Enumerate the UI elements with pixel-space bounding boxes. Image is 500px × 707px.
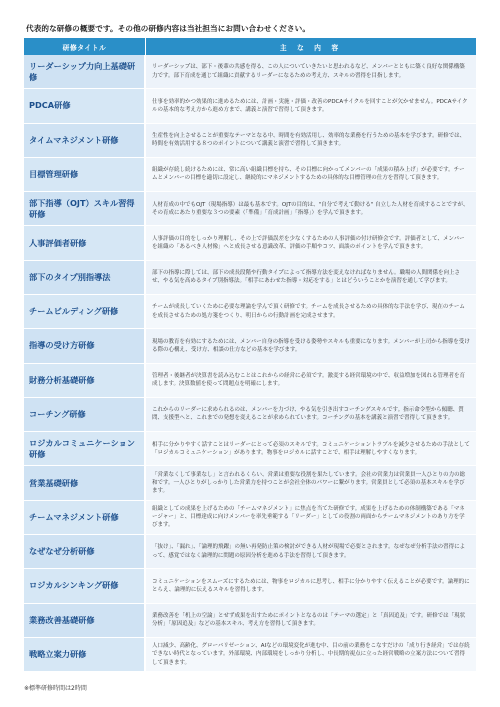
table-row [24, 604, 476, 638]
training-title: ロジカルコミュニケーション研修 [24, 432, 146, 465]
training-description: 現場の教育を有効にするためには、メンバー自身の指導を受ける姿勢やスキルも重要になります。メンバーが上司から指導を受ける際の心構え、受け方、相談の仕方などの基本を学びます。 [146, 329, 476, 362]
training-title: 目標管理研修 [24, 158, 146, 191]
training-description: コミュニケーションをスムーズにするためには、物事をロジカルに思考し、相手に分かりやすく伝えることが必要です。論理的にとらえ、論理的に伝えるスキルを習得します。 [146, 569, 476, 602]
training-description: チームが成長していくために必要な理論を学んで頂く研修です。チームを成長させるための具体的な手法を学び、現在のチームを成長させるための処方箋をつくり、明日からの行動計画を完成させます。 [146, 295, 476, 328]
table-row [24, 364, 476, 398]
training-description: 組織が存続し続けるためには、常に高い組織目標を持ち、その目標に向かってメンバーの「成果の積み上げ」が必要です。チームとメンバーの目標を適切に設定し、継続的にマネジメントするための具体的な目標管理の仕方を習得して頂きます。 [146, 158, 476, 191]
training-description: 「営業なくして事業なし」と言われるくらい、営業は重要な役割を果たしています。会社の営業力は営業員一人ひとりの力の総和です。一人ひとりがしっかりした営業力を持つことが会社全体のパワーに繋がります。営業員として必須の基本スキルを学びます。 [146, 466, 476, 499]
table-row [24, 535, 476, 569]
header-content-column: 主 な 内 容 [279, 43, 343, 52]
intro-text: 代表的な研修の概要です。その他の研修内容は当社担当にお問い合わせください。 [26, 24, 311, 33]
training-description: 「抜け」、「漏れ」、「論理的飛躍」の無い再発防止策の検討ができる人材が現場で必要とされます。なぜなぜ分析手法の習得によって、感覚ではなく論理的に問題の原因分析を進める手法を習得して頂きます。 [146, 535, 476, 568]
table-row [24, 569, 476, 603]
table-row [24, 89, 476, 123]
training-title: 営業基礎研修 [24, 466, 146, 499]
table-row [24, 158, 476, 192]
table-row [24, 329, 476, 363]
training-title: ロジカルシンキング研修 [24, 569, 146, 602]
training-title: チームビルディング研修 [24, 295, 146, 328]
table-row [24, 398, 476, 432]
training-description: 仕事を効率的かつ効果的に進めるためには、計画・実施・評価・改善のPDCAサイクルを回すことが欠かせません。PDCAサイクルの基本的な考え方から進め方まで、講義と演習で習得して頂きます。 [146, 89, 476, 122]
training-title: 業務改善基礎研修 [24, 604, 146, 637]
training-title: 戦略立案力研修 [24, 638, 146, 671]
training-title: 財務分析基礎研修 [24, 364, 146, 397]
training-description: 人材育成の中でもOJT（現場指導）は最も基本です。OJTの目的は、"自分で考えて動ける" 自立した人材を育成することですが、その育成にあたり重要な３つの要素（「準備」「育成計画」「指導」）を学んで頂きます。 [146, 192, 476, 225]
training-table [24, 38, 476, 672]
training-title: リーダーシップ力向上基礎研修 [24, 55, 146, 88]
training-title: チームマネジメント研修 [24, 501, 146, 534]
table-row [24, 466, 476, 500]
table-body [24, 55, 476, 672]
table-row [24, 124, 476, 158]
table-row [24, 638, 476, 672]
training-description: リーダーシップは、部下・後輩の共感を得る、この人についていきたいと思われるなど、メンバーとともに築く良好な関係構築力です。部下育成を通じて組織に貢献するリーダーになるための考え方、スキルの習得を目指します。 [146, 55, 476, 88]
training-description: 業務改善を「机上の空論」とせず成果を出すためにポイントとなるのは「テーマの選定」と「真因追及」です。研修では「現状分析」「原因追及」などの基本スキル、考え方を習得して頂きます。 [146, 604, 476, 637]
training-description: 組織としての成果を上げるための「チームマネジメント」に焦点を当てた研修です。成果を上げるための体制構築である「マネージャー」と、目標達成に向けメンバーを率先垂範する「リーダー」としての役割の両面からチームマネジメントのあり方を学びます。 [146, 501, 476, 534]
training-description: 管理者・後継者が決算書を読み込むことはこれからの経営に必須です。激変する経営環境の中で、収益増加を図れる管理者を育成します。決算数値を使って問題点を明確にします。 [146, 364, 476, 397]
header-title-column: 研修タイトル [24, 38, 146, 55]
training-description: 人口減少、高齢化、グローバリゼーション、AIなどの環境変化が進む中、目の前の業務をこなすだけの「成り行き経営」では存続できない時代となっています。外部環境、内部環境をしっかり分析し、中長期的視点に立った経営戦略の立案方法について習得して頂きます。 [146, 638, 476, 671]
training-title: 部下のタイプ別指導法 [24, 261, 146, 294]
training-title: PDCA研修 [24, 89, 146, 122]
table-row [24, 295, 476, 329]
training-title: 部下指導（OJT）スキル習得研修 [24, 192, 146, 225]
training-description: 相手に分かりやすく話すことはリーダーにとって必須のスキルです。コミュニケーショントラブルを減少させるための手法として「ロジカルコミュニケーション」があります。物事をロジカルに話すことで、相手は理解しやすくなります。 [146, 432, 476, 465]
training-title: 指導の受け方研修 [24, 329, 146, 362]
table-row [24, 226, 476, 260]
table-row [24, 432, 476, 466]
table-row [24, 55, 476, 89]
training-title: なぜなぜ分析研修 [24, 535, 146, 568]
table-row [24, 501, 476, 535]
training-title: 人事評価者研修 [24, 226, 146, 259]
training-description: 生産性を向上させることが重要なテーマとなる中、時間を有効活用し、効率的な業務を行うための基本を学びます。研修では、時間を有効活用する８つのポイントについて講義と演習で習得して頂きます。 [146, 124, 476, 157]
table-row [24, 192, 476, 226]
table-header [24, 38, 476, 55]
table-row [24, 261, 476, 295]
training-title: タイムマネジメント研修 [24, 124, 146, 157]
training-title: コーチング研修 [24, 398, 146, 431]
training-description: 人事評価の目的をしっかり理解し、その上で評価誤差を少なくするための人事評価の付け研修会です。評価者として、メンバーを組織の「あるべき人材像」へと成長させる意識改革、評価の手順やコツ、面談のポイントを学んで頂きます。 [146, 226, 476, 259]
footnote: ※標準研修時間は2時間 [24, 685, 87, 692]
training-description: 部下の指導に際しては、部下の成長段階や行動タイプによって指導方法を変えなければなりません。職場の人間関係を向上させ、やる気を高めるタイプ別指導法。「相手にあわせた指導・対応をする」とはどういうことかを演習を通して学びます。 [146, 261, 476, 294]
training-description: これからのリーダーに求められるのは、メンバーを力づけ、やる気を引き出すコーチングスキルです。指示命令型から傾聴、質問、支援型へと、これまでの発想を変えることが求められています。コーチングの基本を講義と演習で習得して頂きます。 [146, 398, 476, 431]
